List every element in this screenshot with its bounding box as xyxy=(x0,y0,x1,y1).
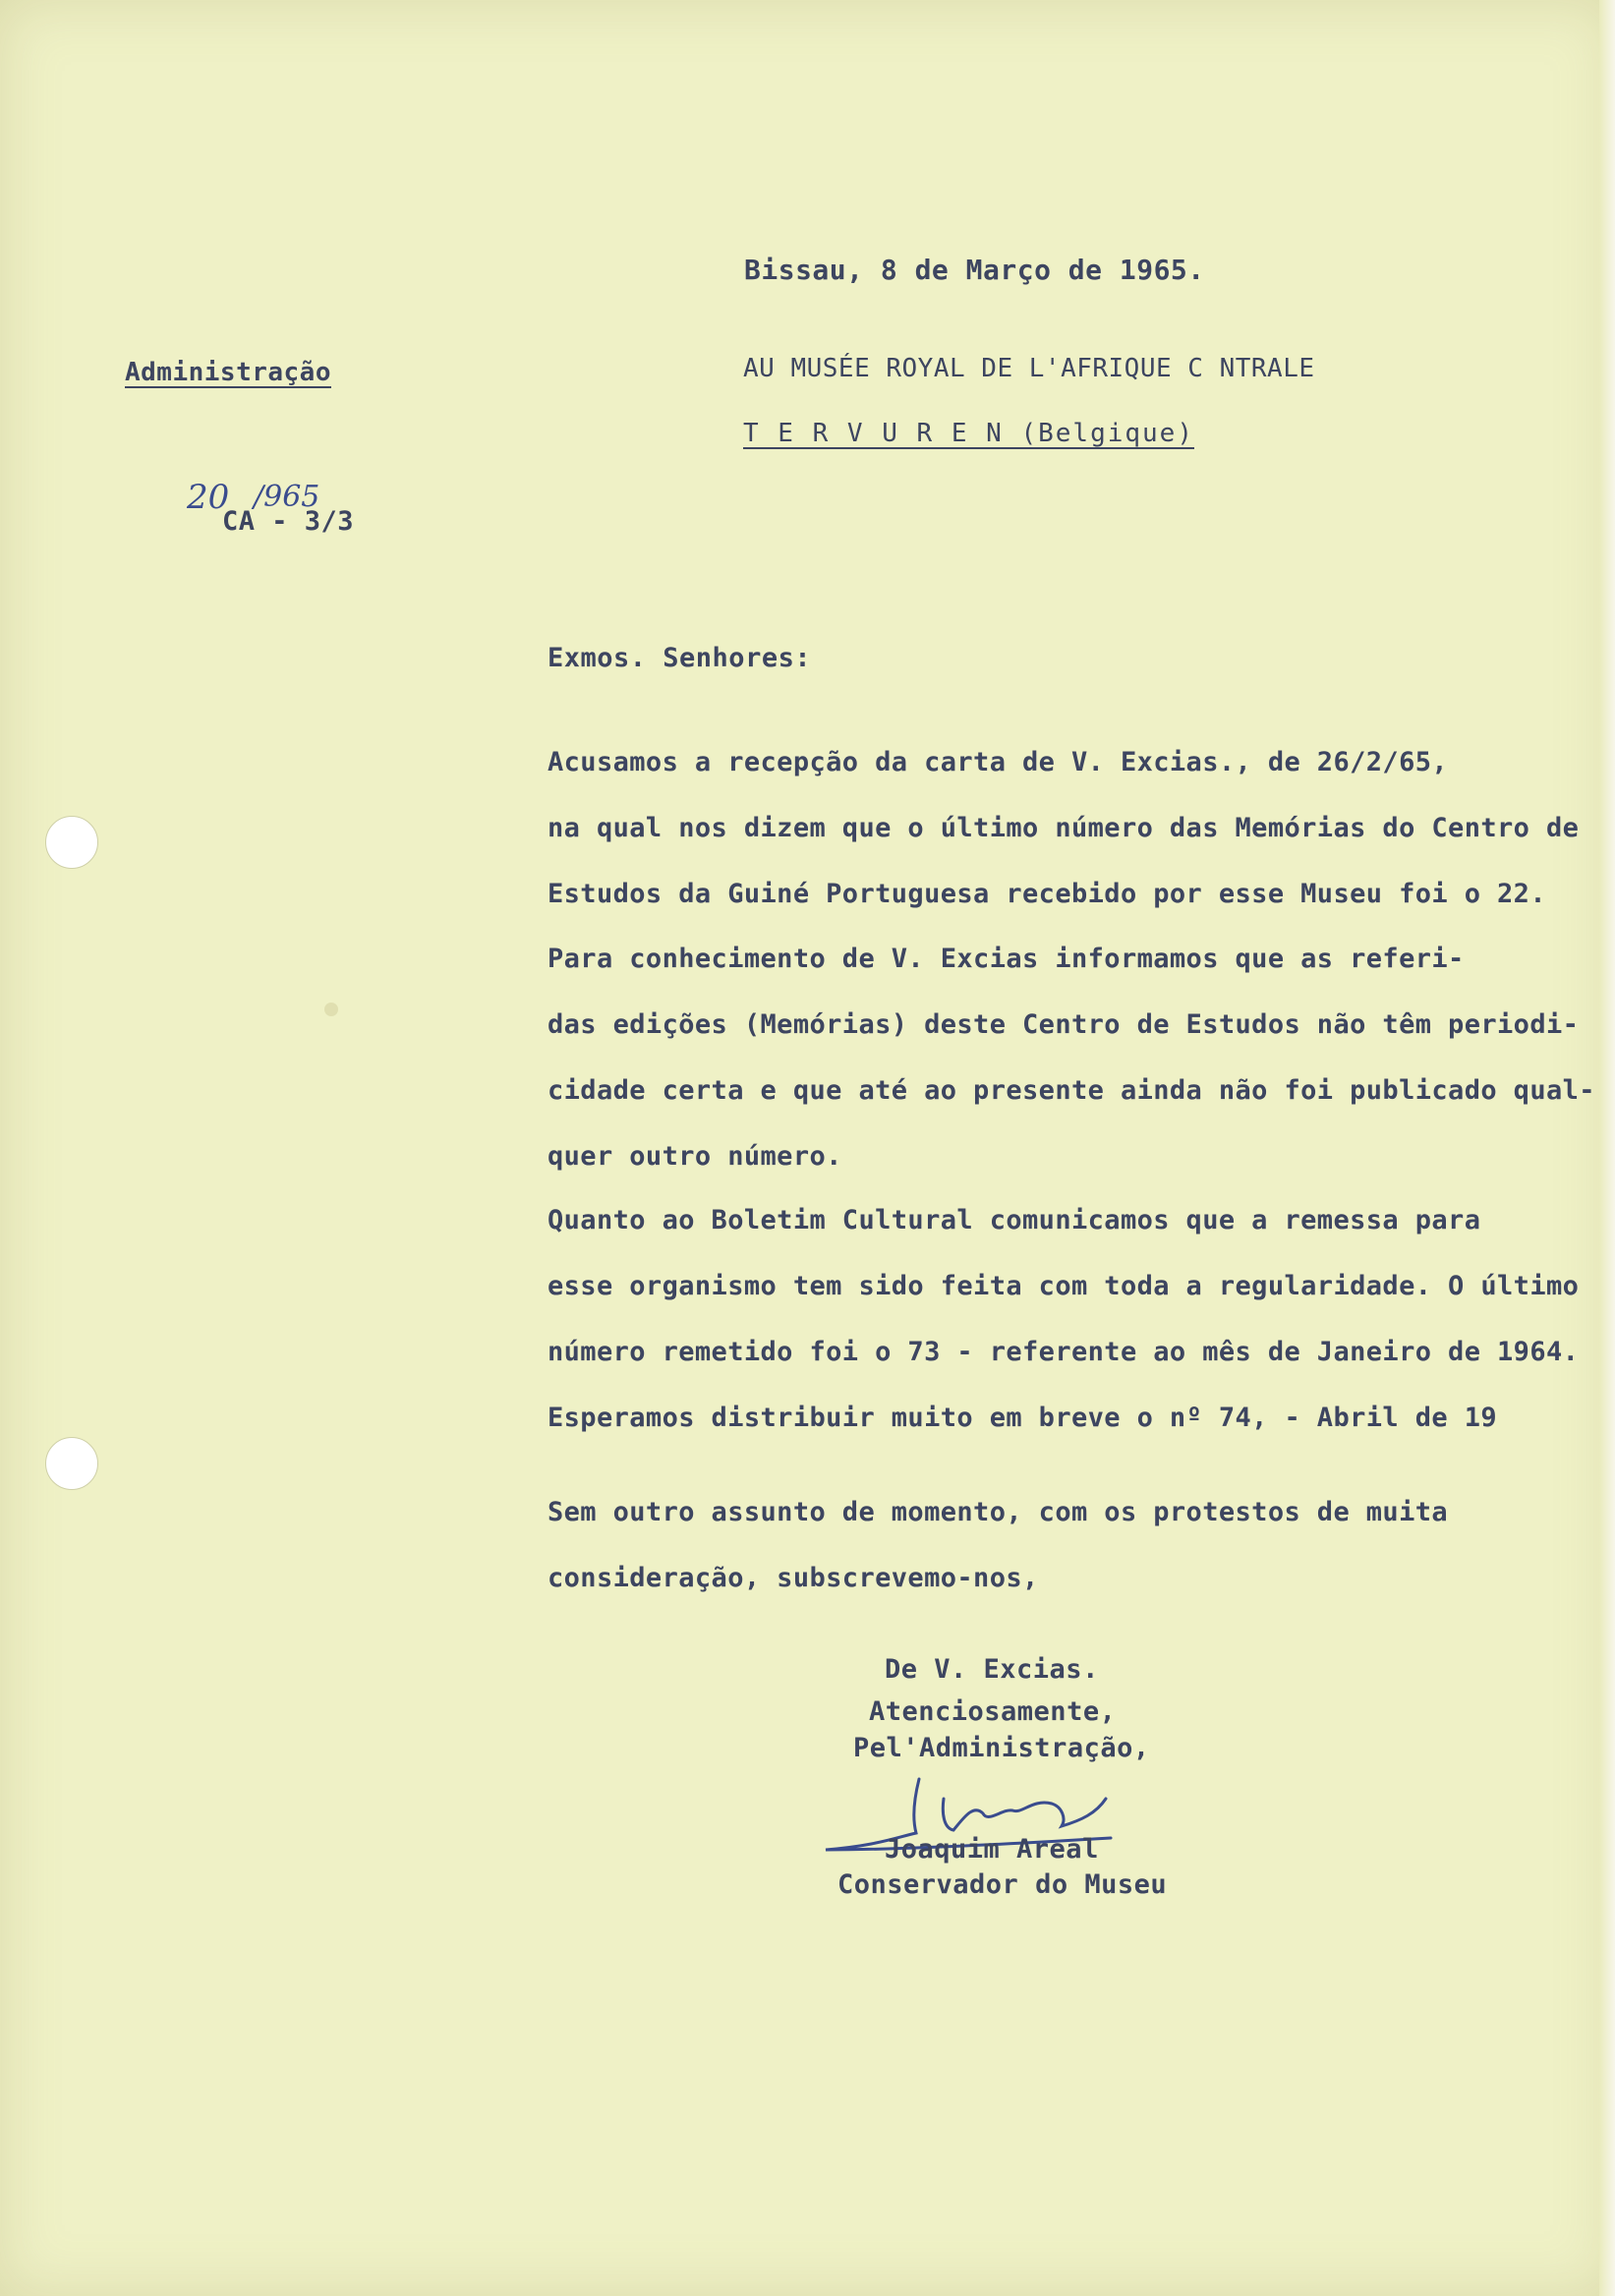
recipient-line-1: AU MUSÉE ROYAL DE L'AFRIQUE C NTRALE xyxy=(743,354,1315,383)
place-date: Bissau, 8 de Março de 1965. xyxy=(744,254,1205,286)
paragraph-3 xyxy=(548,1187,1579,1451)
paragraph-3-line: Quanto ao Boletim Cultural comunicamos que a remessa para xyxy=(548,1205,1481,1235)
punch-hole-top xyxy=(45,816,98,869)
paragraph-4 xyxy=(548,1479,1448,1611)
paragraph-3-line: esse organismo tem sido feita com toda a regularidade. O último xyxy=(548,1271,1580,1301)
department-label: Administração xyxy=(125,358,331,387)
paragraph-2-line: das edições (Memórias) deste Centro de Estudos não têm periodi- xyxy=(548,1009,1580,1040)
handwritten-reference-number: 20 xyxy=(187,478,230,517)
closing-line-1: De V. Excias. xyxy=(885,1654,1099,1685)
closing-line-2: Atenciosamente, xyxy=(869,1696,1117,1727)
reference-code: CA - 3/3 xyxy=(222,506,355,537)
paper-stain xyxy=(324,1003,338,1016)
signatory-name: Joaquim Areal xyxy=(885,1834,1099,1865)
paragraph-2 xyxy=(548,926,1595,1189)
salutation: Exmos. Senhores: xyxy=(548,643,812,673)
paragraph-1 xyxy=(548,729,1579,927)
closing-line-3: Pel'Administração, xyxy=(853,1733,1150,1763)
signatory-title: Conservador do Museu xyxy=(837,1869,1168,1900)
paragraph-4-line: Sem outro assunto de momento, com os protestos de muita xyxy=(548,1497,1449,1527)
paragraph-1-line: na qual nos dizem que o último número das Memórias do Centro de xyxy=(548,813,1580,843)
reference-year: /965 xyxy=(254,480,320,514)
paragraph-1-line: Acusamos a recepção da carta de V. Excias., de 26/2/65, xyxy=(548,747,1449,777)
punch-hole-bottom xyxy=(45,1437,98,1490)
paragraph-3-line: número remetido foi o 73 - referente ao mês de Janeiro de 1964. xyxy=(548,1337,1580,1367)
recipient-line-2: T E R V U R E N (Belgique) xyxy=(743,419,1194,448)
paragraph-4-line: consideração, subscrevemo-nos, xyxy=(548,1563,1039,1593)
page-edge xyxy=(1599,0,1615,2296)
paragraph-1-line: Estudos da Guiné Portuguesa recebido por esse Museu foi o 22. xyxy=(548,879,1546,909)
paragraph-2-line: quer outro número. xyxy=(548,1141,842,1172)
paragraph-2-line: Para conhecimento de V. Excias informamos que as referi- xyxy=(548,944,1465,974)
paragraph-3-line: Esperamos distribuir muito em breve o nº 74, - Abril de 19 xyxy=(548,1403,1498,1433)
paragraph-2-line: cidade certa e que até ao presente ainda não foi publicado qual- xyxy=(548,1075,1595,1106)
